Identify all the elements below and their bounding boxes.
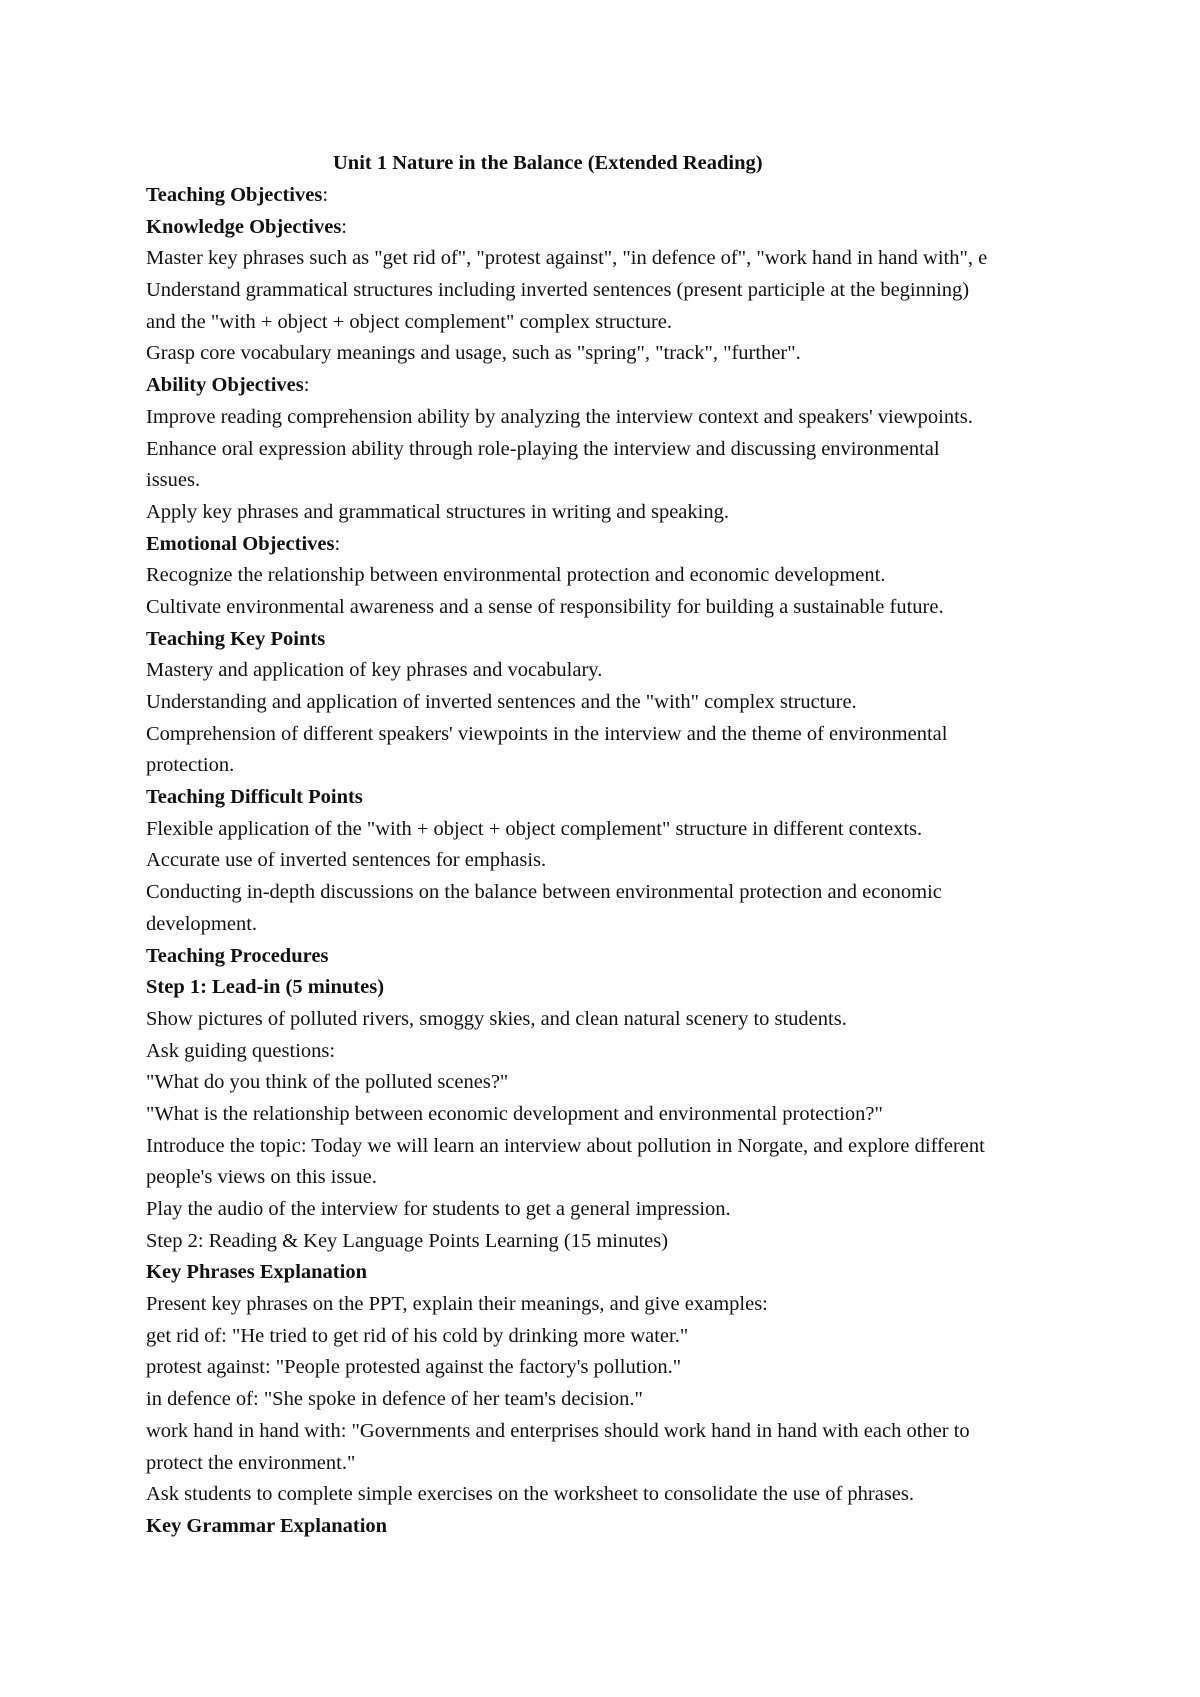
text-segment: :: [303, 374, 310, 397]
heading-text: Emotional Objectives: [146, 532, 335, 555]
text-segment: Understanding and application of inverted sentences and the "with" complex structure.: [146, 691, 857, 713]
text-segment: and the "with + object + object complement" complex structure.: [146, 310, 673, 333]
text-segment: protect the environment.": [146, 1451, 356, 1474]
body-text-line: [146, 1131, 1200, 1163]
heading-text: Teaching Objectives: [146, 184, 323, 206]
text-segment: Master key phrases such as "get rid of", "protest against", "in defence of", "work hand in hand with", e: [146, 247, 988, 270]
body-text-line: [146, 750, 1200, 782]
text-segment: Play the audio of the interview for students to get a general impression.: [146, 1198, 731, 1220]
body-text-line: [146, 655, 1200, 687]
body-text-line: [146, 1162, 1200, 1194]
text-segment: Recognize the relationship between environmental protection and economic development.: [146, 564, 886, 587]
section-heading: [146, 212, 1200, 244]
text-segment: Ask students to complete simple exercises on the worksheet to consolidate the use of phrases.: [146, 1483, 914, 1506]
text-segment: Mastery and application of key phrases and vocabulary.: [146, 659, 603, 682]
text-segment: Grasp core vocabulary meanings and usage, such as "spring", "track", "further".: [146, 342, 801, 365]
text-segment: Show pictures of polluted rivers, smoggy skies, and clean natural scenery to students.: [146, 1007, 847, 1030]
body-text-line: [146, 497, 1200, 529]
body-text-line: [146, 1067, 1200, 1099]
heading-text: Knowledge Objectives: [146, 215, 342, 238]
text-segment: Comprehension of different speakers' viewpoints in the interview and the theme of environmental: [146, 722, 948, 745]
text-segment: development.: [146, 912, 258, 935]
body-text-line: [146, 1416, 1200, 1448]
body-text-line: [146, 307, 1200, 339]
heading-text: Ability Objectives: [146, 374, 304, 397]
section-heading: [146, 941, 1200, 973]
text-segment: Cultivate environmental awareness and a sense of responsibility for building a sustainable future.: [146, 595, 944, 618]
section-heading: [146, 972, 1200, 1004]
text-segment: Step 2: Reading & Key Language Points Learning (15 minutes): [146, 1229, 669, 1252]
body-text-line: [146, 909, 1200, 941]
text-segment: in defence of: "She spoke in defence of her team's decision.": [146, 1388, 643, 1411]
text-segment: Flexible application of the "with + object + object complement" structure in different contexts.: [146, 817, 923, 840]
text-segment: issues.: [146, 469, 201, 492]
body-text-line: [146, 338, 1200, 370]
text-segment: :: [322, 184, 329, 206]
section-heading: [146, 782, 1200, 814]
text-segment: Apply key phrases and grammatical structures in writing and speaking.: [146, 500, 729, 523]
text-segment: Ask guiding questions:: [146, 1039, 336, 1062]
section-heading: [146, 370, 1200, 402]
heading-text: Key Grammar Explanation: [146, 1514, 388, 1537]
section-heading: [146, 180, 1200, 212]
body-text-line: [146, 465, 1200, 497]
text-segment: :: [341, 215, 347, 238]
body-text-line: [146, 814, 1200, 846]
text-segment: Understand grammatical structures including inverted sentences (present participle at the beginning): [146, 279, 970, 302]
heading-text: Teaching Procedures: [146, 944, 329, 967]
section-heading: [146, 529, 1200, 561]
section-heading: [146, 1511, 1200, 1543]
document-title: Unit 1 Nature in the Balance (Extended Reading): [333, 152, 763, 174]
body-text-line: [146, 402, 1200, 434]
body-text-line: [146, 845, 1200, 877]
body-text-line: [146, 243, 1200, 275]
body-text-line: [146, 1004, 1200, 1036]
body-text-line: [146, 1321, 1200, 1353]
text-segment: :: [334, 532, 341, 555]
heading-text: Step 1: Lead-in (5 minutes): [146, 976, 385, 999]
text-segment: Improve reading comprehension ability by analyzing the interview context and speakers' viewpoints.: [146, 405, 973, 428]
section-heading: [146, 624, 1200, 656]
text-segment: people's views on this issue.: [146, 1166, 377, 1189]
section-heading: [146, 1257, 1200, 1289]
heading-text: Teaching Difficult Points: [146, 786, 363, 809]
body-text-line: [146, 434, 1200, 466]
text-segment: "What is the relationship between economic development and environmental protection?": [146, 1102, 883, 1125]
text-segment: Conducting in-depth discussions on the balance between environmental protection and economic: [146, 881, 942, 904]
body-text-line: [146, 275, 1200, 307]
body-text-line: [146, 1289, 1200, 1321]
body-text-line: [146, 1479, 1200, 1511]
body-text-line: [146, 687, 1200, 719]
body-text-line: [146, 1226, 1200, 1258]
text-segment: Enhance oral expression ability through role-playing the interview and discussing environmental: [146, 437, 940, 460]
body-text-line: [146, 877, 1200, 909]
text-segment: "What do you think of the polluted scenes?": [146, 1071, 509, 1094]
body-text-line: [146, 719, 1200, 751]
document-body: [146, 149, 1200, 1543]
body-text-line: [146, 1036, 1200, 1068]
body-text-line: [146, 560, 1200, 592]
body-text-line: [146, 1194, 1200, 1226]
heading-text: Key Phrases Explanation: [146, 1261, 367, 1284]
body-text-line: [146, 1099, 1200, 1131]
text-segment: Accurate use of inverted sentences for emphasis.: [146, 849, 547, 872]
text-segment: protest against: "People protested against the factory's pollution.": [146, 1356, 682, 1379]
text-segment: protection.: [146, 754, 235, 777]
text-segment: work hand in hand with: "Governments and enterprises should work hand in hand with each other to: [146, 1419, 970, 1442]
body-text-line: [146, 1384, 1200, 1416]
body-text-line: [146, 1448, 1200, 1480]
text-segment: get rid of: "He tried to get rid of his cold by drinking more water.": [146, 1324, 689, 1347]
text-segment: Present key phrases on the PPT, explain their meanings, and give examples:: [146, 1293, 768, 1316]
text-segment: Introduce the topic: Today we will learn an interview about pollution in Norgate, and explore different: [146, 1134, 985, 1157]
body-text-line: [146, 592, 1200, 624]
heading-text: Teaching Key Points: [146, 627, 326, 650]
body-text-line: [146, 1352, 1200, 1384]
